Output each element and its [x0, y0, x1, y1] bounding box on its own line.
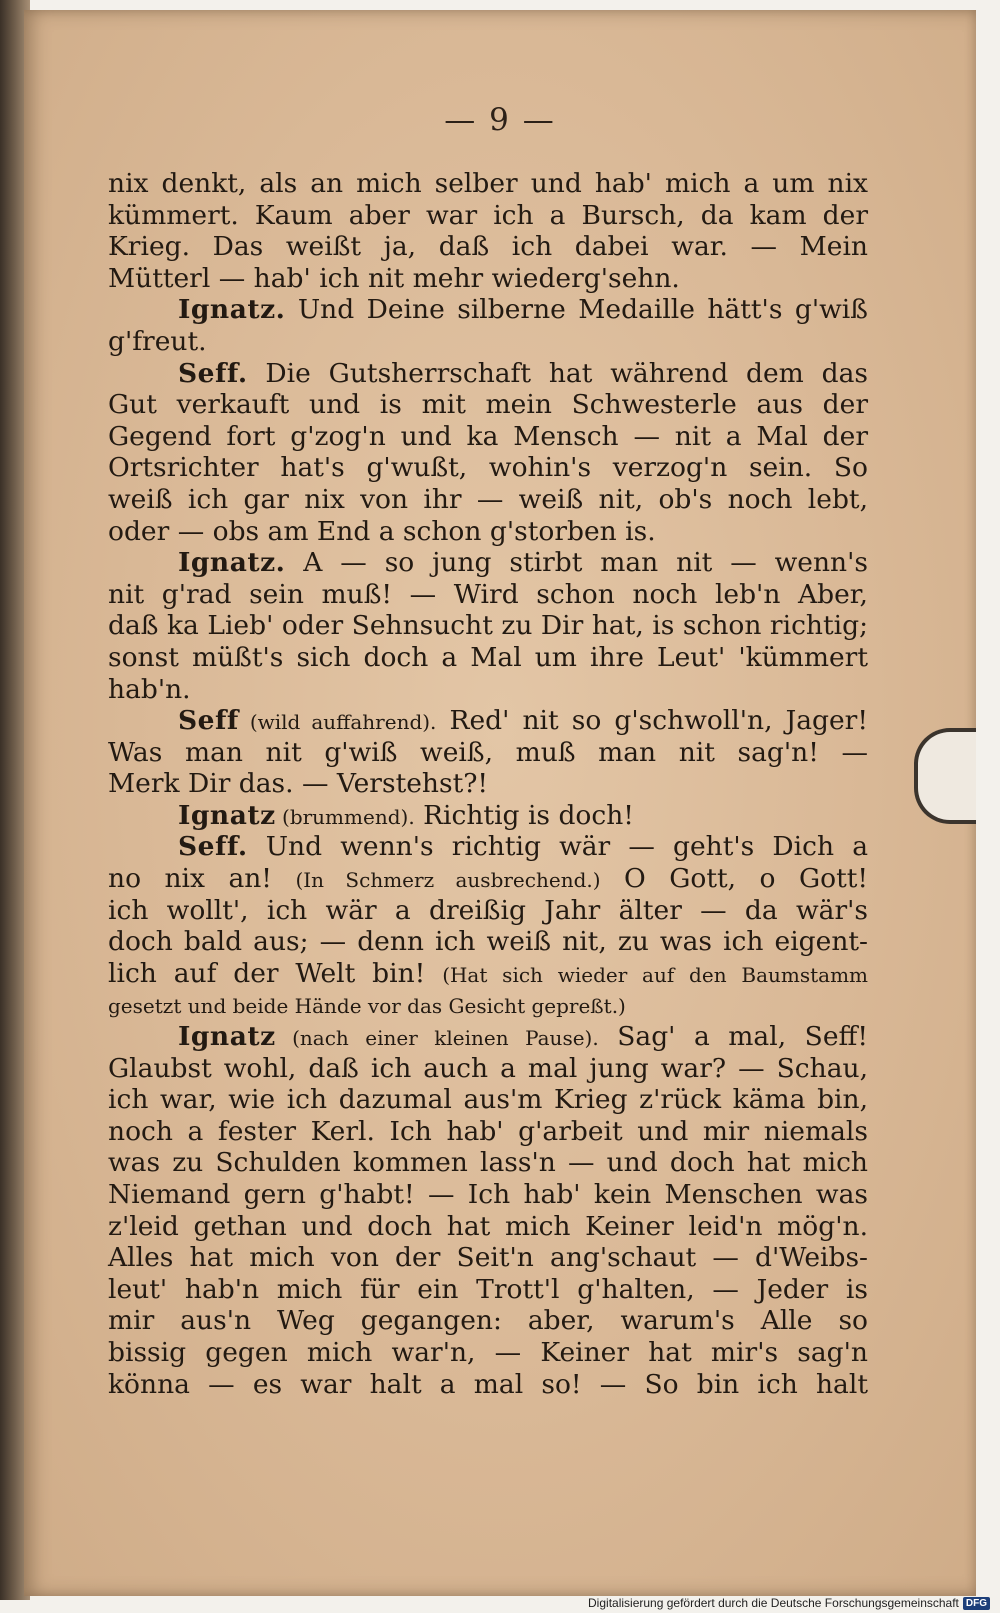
footer-credit: Digitalisierung gefördert durch die Deutsche Forschungsgemeinschaft [588, 1596, 959, 1610]
line-text: ich wollt', ich wär a dreißig Jahr älter — da wär's [108, 894, 868, 926]
line-text: no nix an! [108, 863, 296, 895]
speaker-name: Seff. [178, 831, 248, 863]
line-text: Merk Dir das. — Verstehst?! [108, 768, 489, 800]
text-line [108, 294, 868, 326]
stage-direction: (nach einer kleinen Pause). [275, 1026, 599, 1051]
text-line [108, 579, 868, 611]
text-line [108, 547, 868, 579]
text-line [108, 484, 868, 516]
line-text: A — so jung stirbt man nit — wenn's [285, 547, 868, 579]
text-line [108, 610, 868, 642]
line-text: oder — obs am End a schon g'storben is. [108, 515, 656, 547]
text-line [108, 705, 868, 737]
text-line [108, 800, 868, 832]
line-text: Krieg. Das weißt ja, daß ich dabei war. — Mein [108, 231, 868, 263]
text-line [108, 1116, 868, 1148]
text-line [108, 737, 868, 769]
text-line [108, 1337, 868, 1369]
text-line [108, 231, 868, 263]
line-text: sonst müßt's sich doch a Mal um ihre Leut' 'kümmert [108, 641, 868, 673]
text-line [108, 926, 868, 958]
line-text: noch a fester Kerl. Ich hab' g'arbeit und mir niemals [108, 1115, 868, 1147]
line-text: O Gott, o Gott! [600, 863, 869, 895]
text-line [108, 989, 868, 1021]
speaker-name: Seff. [178, 357, 248, 389]
line-text: könna — es war halt a mal so! — So bin ich halt [108, 1368, 868, 1400]
line-text: Ortsrichter hat's g'wußt, wohin's verzog'n sein. So [108, 452, 868, 484]
line-text: Sag' a mal, Seff! [598, 1021, 868, 1053]
stage-direction: (brummend). [275, 804, 415, 829]
line-text: lich auf der Welt bin! [108, 957, 443, 989]
text-line [108, 452, 868, 484]
line-text: Die Gutsherrschaft hat während dem das [247, 357, 868, 389]
stage-direction: (wild auffahrend). [238, 710, 437, 735]
line-text: was zu Schulden kommen lass'n — und doch hat mich [108, 1147, 868, 1179]
text-line [108, 768, 868, 800]
speaker-name: Seff [178, 705, 239, 737]
line-text: ich war, wie ich dazumal aus'm Krieg z'rück käma bin, [108, 1084, 868, 1116]
text-line [108, 326, 868, 358]
text-line [108, 389, 868, 421]
text-line [108, 200, 868, 232]
text-line [108, 1274, 868, 1306]
text-line [108, 1179, 868, 1211]
text-line [108, 674, 868, 706]
text-line [108, 358, 868, 390]
page-text [108, 168, 868, 1400]
line-text: doch bald aus; — denn ich weiß nit, zu was ich eigent- [108, 926, 868, 958]
line-text: Niemand gern g'habt! — Ich hab' kein Menschen was [108, 1179, 868, 1210]
text-line [108, 1305, 868, 1337]
text-line [108, 516, 868, 548]
line-text: Richtig is doch! [414, 799, 634, 831]
line-text: Gut verkauft und is mit mein Schwesterle aus der [108, 389, 868, 421]
text-line [108, 1147, 868, 1179]
dfg-logo: DFG [963, 1597, 990, 1610]
line-text: Und wenn's richtig wär — geht's Dich a [247, 831, 868, 863]
page-number: — 9 — [444, 102, 556, 138]
line-text: Gegend fort g'zog'n und ka Mensch — nit a Mal der [108, 420, 868, 452]
line-text: Glaubst wohl, daß ich auch a mal jung war? — Schau, [108, 1052, 868, 1084]
speaker-name: Ignatz [178, 1021, 276, 1053]
text-line [108, 1053, 868, 1085]
line-text: daß ka Lieb' oder Sehnsucht zu Dir hat, is schon richtig; [108, 610, 868, 642]
text-line [108, 1021, 868, 1053]
text-line [108, 895, 868, 927]
text-line [108, 863, 868, 895]
text-line [108, 1369, 868, 1401]
stage-direction: gesetzt und beide Hände vor das Gesicht gepreßt.) [108, 994, 626, 1019]
line-text: nit g'rad sein muß! — Wird schon noch leb'n Aber, [108, 578, 868, 610]
line-text: Mütterl — hab' ich nit mehr wiederg'sehn. [108, 262, 680, 294]
speaker-name: Ignatz. [178, 294, 286, 326]
line-text: nix denkt, als an mich selber und hab' mich a um nix [108, 168, 868, 199]
digitization-footer [588, 1596, 990, 1610]
line-text: g'freut. [108, 325, 207, 357]
text-line [108, 1211, 868, 1243]
page-tab-cutout [914, 728, 976, 824]
text-line [108, 421, 868, 453]
line-text: mir aus'n Weg gegangen: aber, warum's Alle so [108, 1305, 868, 1337]
line-text: Red' nit so g'schwoll'n, Jager! [436, 705, 868, 737]
text-line [108, 642, 868, 674]
text-line [108, 958, 868, 990]
line-text: Alles hat mich von der Seit'n ang'schaut — d'Weibs- [108, 1242, 868, 1274]
text-line [108, 1084, 868, 1116]
stage-direction: (In Schmerz ausbrechend.) [295, 868, 601, 893]
book-page [24, 10, 976, 1596]
line-text: z'leid gethan und doch hat mich Keiner leid'n mög'n. [108, 1210, 868, 1242]
line-text: hab'n. [108, 673, 191, 705]
line-text: kümmert. Kaum aber war ich a Bursch, da kam der [108, 199, 868, 231]
speaker-name: Ignatz [178, 799, 276, 831]
line-text: Was man nit g'wiß weiß, muß man nit sag'n! — [108, 736, 868, 768]
text-line [108, 168, 868, 200]
line-text: leut' hab'n mich für ein Trott'l g'halten, — Jeder is [108, 1273, 868, 1305]
line-text: bissig gegen mich war'n, — Keiner hat mir's sag'n [108, 1336, 868, 1368]
stage-direction: (Hat sich wieder auf den Baumstamm [442, 962, 868, 987]
speaker-name: Ignatz. [178, 547, 286, 579]
text-line [108, 831, 868, 863]
line-text: weiß ich gar nix von ihr — weiß nit, ob's noch lebt, [108, 483, 868, 515]
line-text: Und Deine silberne Medaille hätt's g'wiß [285, 294, 868, 326]
text-line [108, 263, 868, 295]
text-line [108, 1242, 868, 1274]
